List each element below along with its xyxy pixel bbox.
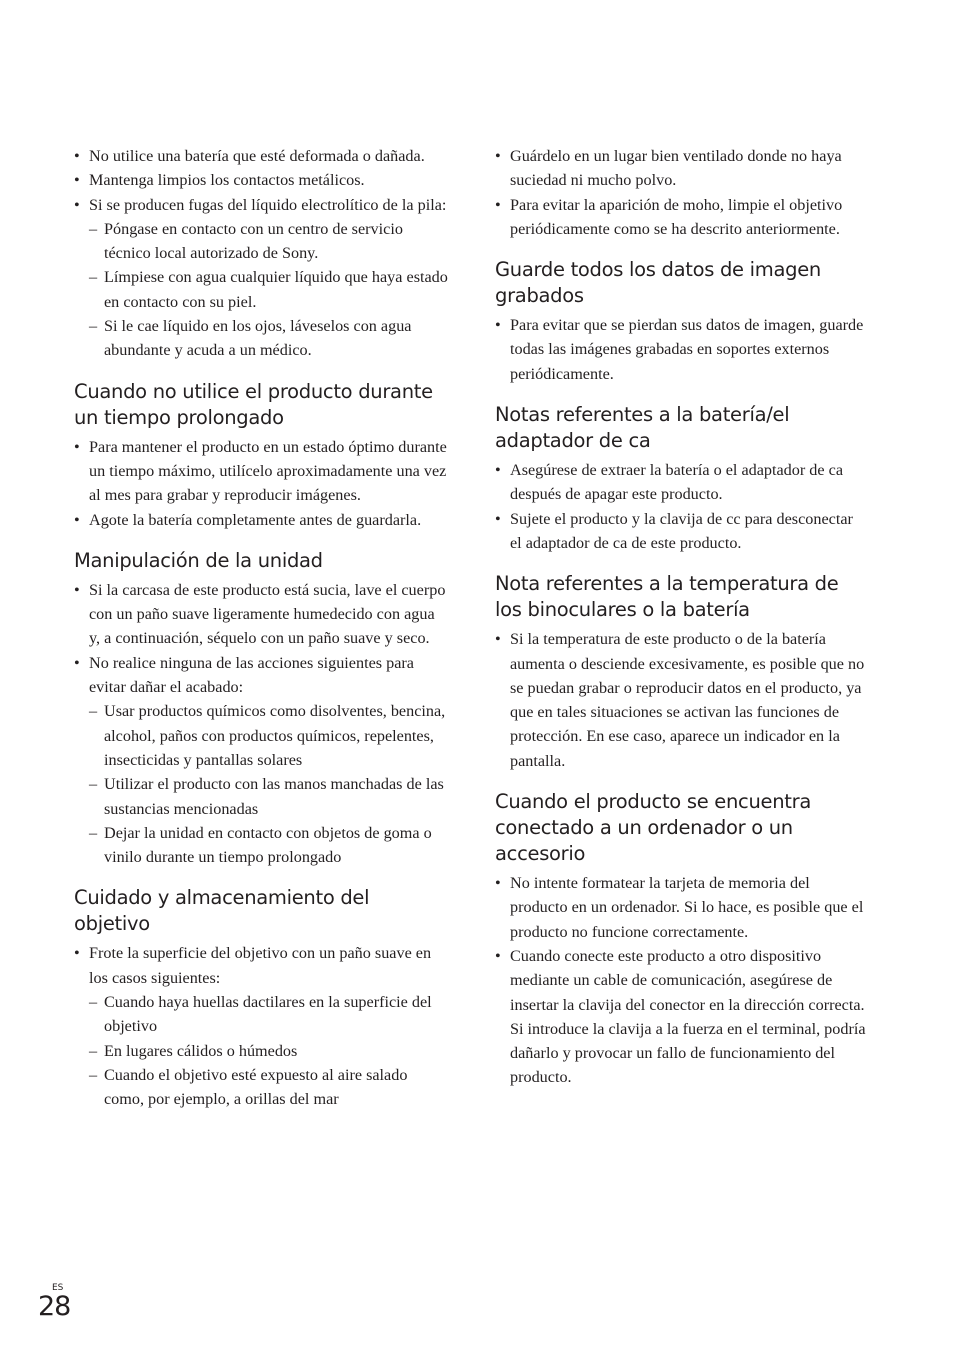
list-item: • Mantenga limpios los contactos metálicos. bbox=[74, 171, 365, 190]
battery-notes-list bbox=[74, 144, 448, 363]
left-column bbox=[74, 144, 448, 1128]
list-item: • Si se producen fugas del líquido electrolítico de la pila: bbox=[74, 195, 447, 214]
section-computer-connection bbox=[495, 789, 867, 1090]
list-item: • No utilice una batería que esté deformada o dañada. bbox=[74, 147, 425, 165]
list-item: • Cuando conecte este producto a otro dispositivo mediante un cable de comunicación, asegúrese de insertar la clavija del conector en la dirección correcta. Si introduce la clavija a la fuerza en el terminal, podría dañarlo y provocar un fallo de funcionamiento del producto. bbox=[495, 946, 866, 1087]
sub-list-item: – Cuando haya huellas dactilares en la superficie del objetivo bbox=[89, 993, 432, 1036]
sub-list-item: – Cuando el objetivo esté expuesto al aire salado como, por ejemplo, a orillas del mar bbox=[89, 1065, 408, 1109]
section-heading: Cuando no utilice el producto durante un tiempo prolongado bbox=[74, 379, 433, 429]
list-item: • Sujete el producto y la clavija de cc para desconectar el adaptador de ca de este producto. bbox=[495, 509, 853, 552]
section-battery-adapter bbox=[495, 402, 867, 555]
page-number: 28 bbox=[38, 1291, 71, 1322]
list-item: • No realice ninguna de las acciones siguientes para evitar dañar el acabado: bbox=[74, 653, 414, 697]
list-item: • Asegúrese de extraer la batería o el adaptador de ca después de apagar este producto. bbox=[495, 461, 844, 504]
sub-list-item: – Dejar la unidad en contacto con objetos de goma o vinilo durante un tiempo prolongado bbox=[89, 823, 432, 867]
section-heading: Guarde todos los datos de imagen grabados bbox=[495, 258, 821, 308]
sub-list-item: – Póngase en contacto con un centro de servicio técnico local autorizado de Sony. bbox=[89, 219, 403, 263]
section-heading: Nota referentes a la temperatura de los binoculares o la batería bbox=[495, 572, 839, 622]
sub-list-item: – Utilizar el producto con las manos manchadas de las sustancias mencionadas bbox=[89, 775, 444, 818]
section-handling bbox=[74, 548, 448, 870]
language-code: ES bbox=[52, 1283, 64, 1293]
sub-list-item: – En lugares cálidos o húmedos bbox=[89, 1041, 298, 1060]
section-heading: Manipulación de la unidad bbox=[74, 548, 323, 572]
sub-list-item: – Usar productos químicos como disolventes, bencina, alcohol, paños con productos químicos, repelentes, insecticidas y pantallas solares bbox=[89, 702, 446, 769]
list-item: • Para evitar que se pierdan sus datos de imagen, guarde todas las imágenes grabadas en soportes externos periódicamente. bbox=[495, 316, 864, 383]
list-item: • Si la temperatura de este producto o de la batería aumenta o desciende excesivamente, es posible que no se puedan grabar o reproducir datos en el producto, ya que en tales situaciones se activan las funciones de protección. En ese caso, aparece un indicador en la pantalla. bbox=[495, 630, 865, 770]
list-item: • Agote la batería completamente antes de guardarla. bbox=[74, 510, 422, 529]
section-heading: Cuidado y almacenamiento del objetivo bbox=[74, 886, 370, 936]
list-item: • Si la carcasa de este producto está sucia, lave el cuerpo con un paño suave ligeramente humedecido con agua y, a continuación, séquelo con un paño suave y seco. bbox=[74, 580, 446, 648]
list-item: • Para evitar la aparición de moho, limpie el objetivo periódicamente como se ha descrito anteriormente. bbox=[495, 195, 843, 238]
section-heading: Notas referentes a la batería/el adaptador de ca bbox=[495, 403, 790, 453]
sub-list-item: – Límpiese con agua cualquier líquido que haya estado en contacto con su piel. bbox=[89, 268, 448, 311]
section-save-images bbox=[495, 257, 867, 386]
list-item: • Guárdelo en un lugar bien ventilado donde no haya suciedad ni mucho polvo. bbox=[495, 147, 842, 190]
list-item: • Frote la superficie del objetivo con un paño suave en los casos siguientes: bbox=[74, 944, 432, 987]
section-heading: Cuando el producto se encuentra conectado a un ordenador o un accesorio bbox=[495, 790, 811, 866]
section-lens-care bbox=[74, 885, 448, 1111]
list-item: • Para mantener el producto en un estado óptimo durante un tiempo máximo, utilícelo aproximadamente una vez al mes para grabar y reproducir imágenes. bbox=[74, 437, 447, 505]
lens-storage-list bbox=[495, 144, 867, 241]
sub-list-item: – Si le cae líquido en los ojos, láveselos con agua abundante y acuda a un médico. bbox=[89, 317, 412, 360]
list-item: • No intente formatear la tarjeta de memoria del producto en un ordenador. Si lo hace, es posible que el producto no funcione correctamente. bbox=[495, 874, 864, 941]
section-long-term-storage bbox=[74, 379, 448, 532]
right-column bbox=[495, 144, 867, 1106]
section-temperature bbox=[495, 571, 867, 773]
